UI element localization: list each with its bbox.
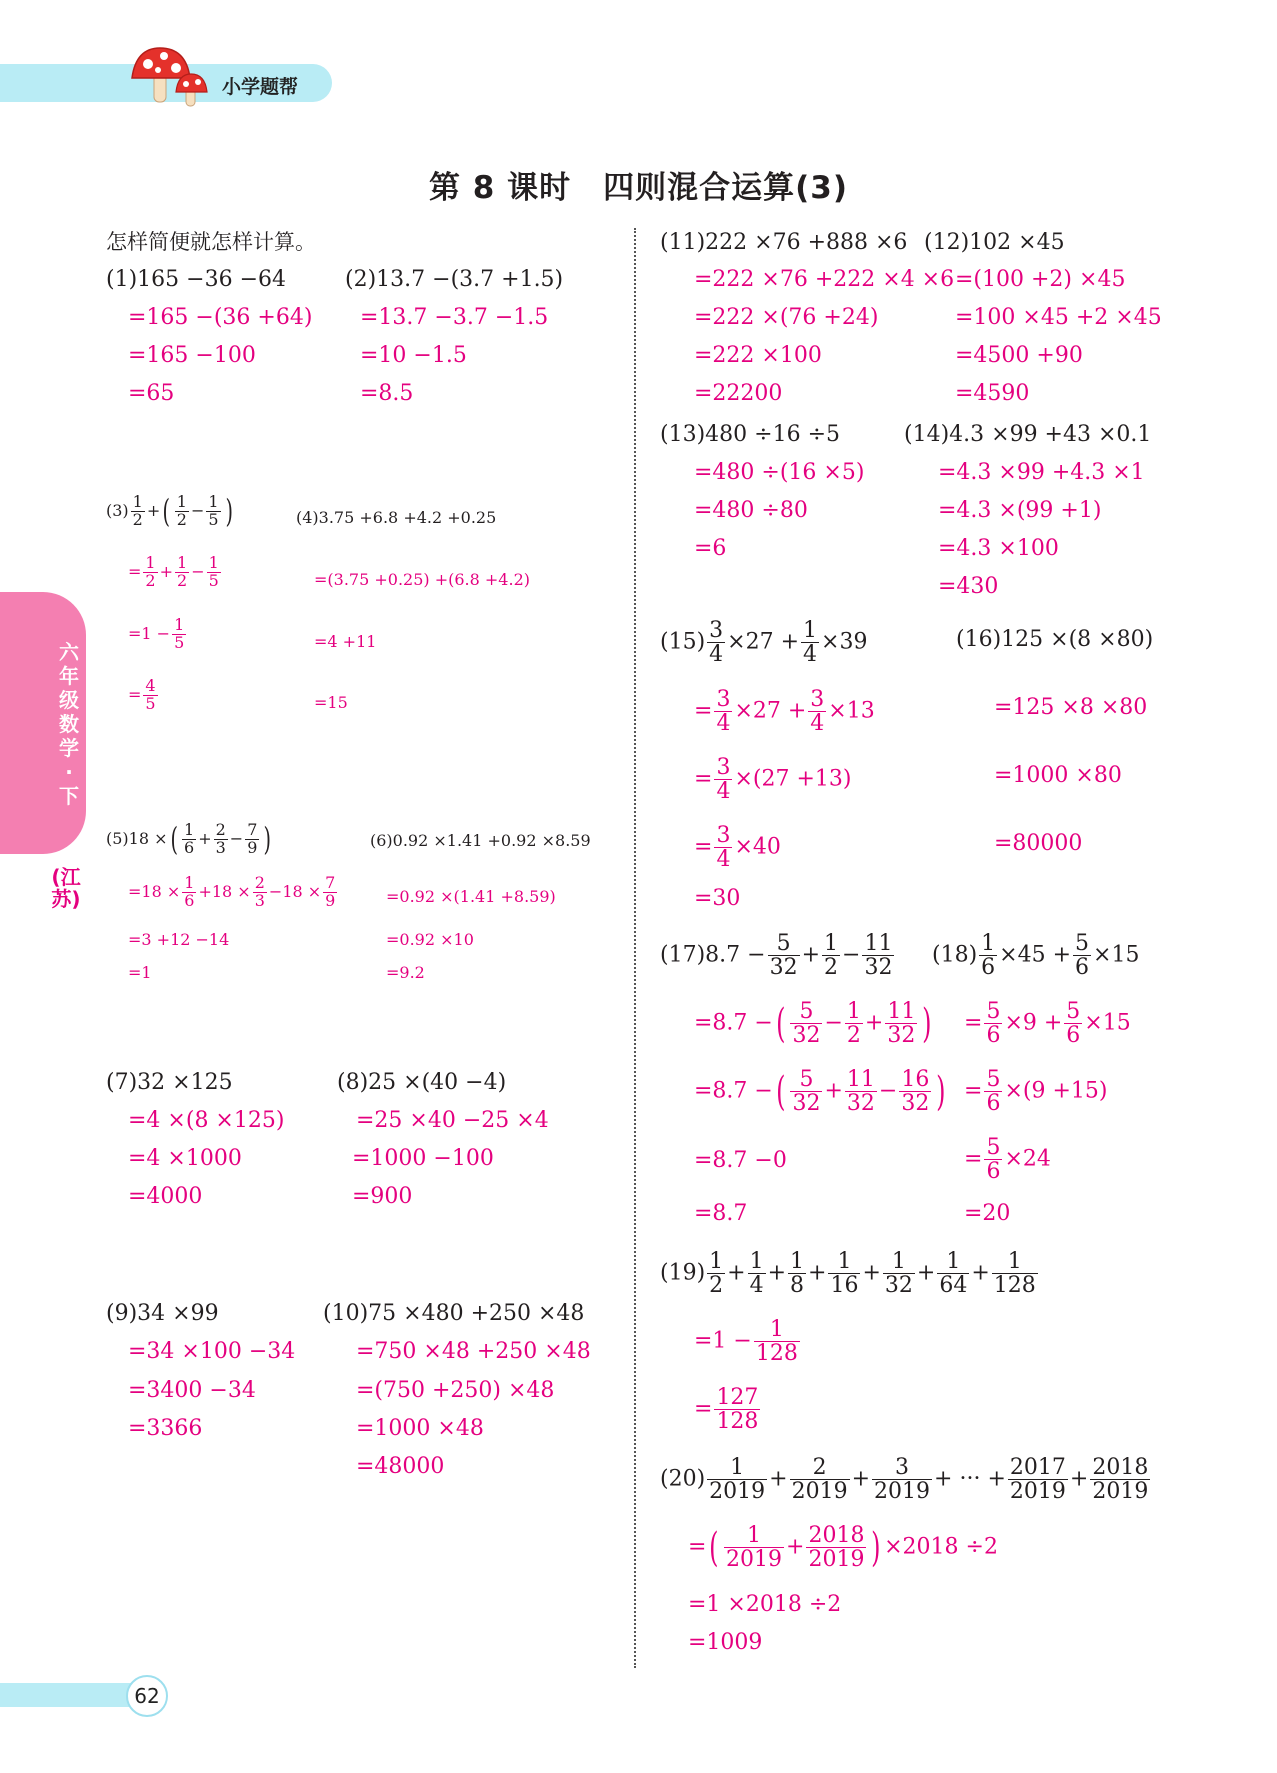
page-number: 62	[126, 1675, 168, 1717]
answer-line: = $\frac{1}{2}$ + $\frac{1}{2}$ − $\frac{1}{5}$	[128, 553, 219, 590]
answer-line: =3366	[128, 1416, 203, 1441]
answer-line: =( $\frac{1}{2019}$ + $\frac{2018}{2019}$ ) ×2018 ÷2	[688, 1523, 998, 1573]
problem-6: (6)0.92 ×1.41 +0.92 ×8.59	[370, 831, 591, 850]
answer-line: =900	[352, 1184, 413, 1209]
answer-line: =18 × $\frac{1}{6}$ +18 × $\frac{2}{3}$ −18 × $\frac{7}{9}$	[128, 873, 336, 910]
answer-line: =222 ×(76 +24)	[694, 305, 879, 330]
answer-line: =1009	[688, 1630, 763, 1655]
problem-16: (16)125 ×(8 ×80)	[956, 627, 1154, 652]
answer-line: =165 −100	[128, 343, 256, 368]
answer-line: =9.2	[386, 963, 425, 982]
problem-20: (20) $\frac{1}{2019}$ + $\frac{2}{2019}$ + $\frac{3}{2019}$ + ··· + $\frac{2017}{2019}$ + $\frac{2018}{2019}$	[660, 1455, 1149, 1505]
answer-line: =8.7 −( $\frac{5}{32}$ + $\frac{11}{32}$ − $\frac{16}{32}$ )	[694, 1067, 946, 1117]
problem-2: (2)13.7 −(3.7 +1.5)	[345, 267, 564, 292]
footer-band	[0, 1683, 142, 1707]
problem-1: (1)165 −36 −64	[106, 267, 286, 292]
answer-line: = $\frac{5}{6}$ ×(9 +15)	[964, 1067, 1108, 1117]
problem-11: (11)222 ×76 +888 ×6	[660, 230, 908, 255]
problem-18: (18) $\frac{1}{6}$ ×45 + $\frac{5}{6}$ ×15	[932, 931, 1140, 981]
answer-line: =4.3 ×(99 +1)	[938, 498, 1102, 523]
region-label: (江苏)	[51, 865, 81, 911]
answer-line: =0.92 ×10	[386, 930, 474, 949]
answer-line: =1000 ×48	[356, 1416, 484, 1441]
answer-line: =100 ×45 +2 ×45	[955, 305, 1162, 330]
answer-line: =4 ×1000	[128, 1146, 242, 1171]
answer-line: =1 − $\frac{1}{128}$	[694, 1317, 798, 1367]
answer-line: =22200	[694, 381, 783, 406]
answer-line: =165 −(36 +64)	[128, 305, 313, 330]
answer-line: =10 −1.5	[360, 343, 467, 368]
answer-line: =4 ×(8 ×125)	[128, 1108, 285, 1133]
answer-line: =13.7 −3.7 −1.5	[360, 305, 549, 330]
answer-line: =34 ×100 −34	[128, 1339, 296, 1364]
problem-15: (15) $\frac{3}{4}$ ×27 + $\frac{1}{4}$ ×39	[660, 618, 868, 668]
answer-line: = $\frac{5}{6}$ ×9 + $\frac{5}{6}$ ×15	[964, 999, 1131, 1049]
answer-line: =430	[938, 574, 999, 599]
mushroom-logo-icon	[128, 44, 218, 110]
answer-line: =4500 +90	[955, 343, 1083, 368]
answer-line: =48000	[356, 1454, 445, 1479]
answer-line: =4.3 ×99 +4.3 ×1	[938, 460, 1145, 485]
answer-line: =4.3 ×100	[938, 536, 1059, 561]
answer-line: =(750 +250) ×48	[356, 1378, 555, 1403]
answer-line: = $\frac{5}{6}$ ×24	[964, 1135, 1051, 1185]
answer-line: = $\frac{3}{4}$ ×27 + $\frac{3}{4}$ ×13	[694, 687, 875, 737]
answer-line: = $\frac{3}{4}$ ×40	[694, 823, 781, 873]
answer-line: =8.5	[360, 381, 414, 406]
answer-line: =3 +12 −14	[128, 930, 230, 949]
answer-line: =80000	[994, 831, 1083, 856]
problem-8: (8)25 ×(40 −4)	[337, 1070, 507, 1095]
answer-line: = $\frac{127}{128}$	[694, 1385, 759, 1435]
answer-line: =20	[964, 1201, 1011, 1226]
answer-line: =1000 −100	[352, 1146, 494, 1171]
answer-line: =30	[694, 886, 741, 911]
problem-14: (14)4.3 ×99 +43 ×0.1	[904, 422, 1152, 447]
answer-line: =8.7 −0	[694, 1148, 787, 1173]
answer-line: =65	[128, 381, 175, 406]
column-divider	[634, 228, 636, 1668]
problem-9: (9)34 ×99	[106, 1301, 219, 1326]
answer-line: =(3.75 +0.25) +(6.8 +4.2)	[314, 570, 530, 589]
problem-7: (7)32 ×125	[106, 1070, 233, 1095]
answer-line: =480 ÷(16 ×5)	[694, 460, 865, 485]
answer-line: =15	[314, 693, 348, 712]
answer-line: =4590	[955, 381, 1030, 406]
answer-line: =750 ×48 +250 ×48	[356, 1339, 591, 1364]
problem-5: (5)18 ×( $\frac{1}{6}$ + $\frac{2}{3}$ − $\frac{7}{9}$ )	[106, 820, 272, 859]
problem-19: (19) $\frac{1}{2}$ + $\frac{1}{4}$ + $\frac{1}{8}$ + $\frac{1}{16}$ + $\frac{1}{32}$ + $\frac{1}{64}$ + $\frac{1}{128}$	[660, 1249, 1036, 1299]
answer-line: = $\frac{3}{4}$ ×(27 +13)	[694, 755, 852, 805]
problem-12: (12)102 ×45	[924, 230, 1065, 255]
problem-10: (10)75 ×480 +250 ×48	[323, 1301, 585, 1326]
answer-line: =4 +11	[314, 632, 377, 651]
answer-line: =222 ×100	[694, 343, 822, 368]
answer-line: =222 ×76 +222 ×4 ×6	[694, 267, 955, 292]
answer-line: =125 ×8 ×80	[994, 695, 1148, 720]
answer-line: = $\frac{4}{5}$	[128, 676, 156, 713]
answer-line: =1000 ×80	[994, 763, 1122, 788]
answer-line: =25 ×40 −25 ×4	[356, 1108, 549, 1133]
grade-subject-label: 六年级数学·下	[59, 640, 79, 808]
answer-line: =(100 +2) ×45	[955, 267, 1126, 292]
lesson-title: 第 8 课时 四则混合运算(3)	[428, 170, 849, 206]
answer-line: =1 − $\frac{1}{5}$	[128, 615, 185, 652]
answer-line: =3400 −34	[128, 1378, 256, 1403]
instruction: 怎样简便就怎样计算。	[106, 230, 316, 254]
answer-line: =1 ×2018 ÷2	[688, 1592, 842, 1617]
answer-line: =8.7 −( $\frac{5}{32}$ − $\frac{1}{2}$ + $\frac{11}{32}$ )	[694, 999, 932, 1049]
problem-13: (13)480 ÷16 ÷5	[660, 422, 840, 447]
problem-17: (17)8.7 − $\frac{5}{32}$ + $\frac{1}{2}$ − $\frac{11}{32}$	[660, 931, 893, 981]
answer-line: =480 ÷80	[694, 498, 808, 523]
problem-3: (3) $\frac{1}{2}$ +( $\frac{1}{2}$ − $\frac{1}{5}$ )	[106, 492, 233, 531]
answer-line: =0.92 ×(1.41 +8.59)	[386, 887, 556, 906]
answer-line: =8.7	[694, 1201, 748, 1226]
answer-line: =6	[694, 536, 727, 561]
answer-line: =4000	[128, 1184, 203, 1209]
brand-name: 小学题帮	[222, 76, 299, 98]
answer-line: =1	[128, 963, 152, 982]
problem-4: (4)3.75 +6.8 +4.2 +0.25	[296, 508, 497, 527]
